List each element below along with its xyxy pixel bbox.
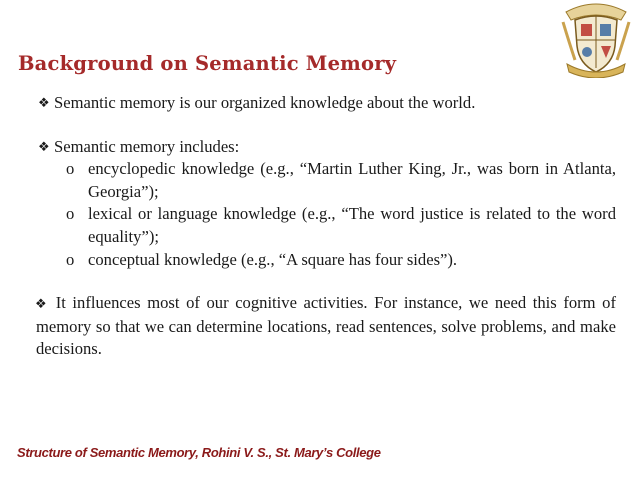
- bullet-paragraph: [36, 292, 616, 361]
- circle-bullet-icon: o: [66, 159, 75, 179]
- bullet-point: [39, 136, 616, 159]
- circle-bullet-icon: o: [66, 249, 75, 269]
- circle-bullet-icon: o: [66, 204, 75, 224]
- sub-list-item: [66, 249, 616, 272]
- diamond-bullet-icon: ❖: [38, 138, 50, 154]
- bullet-point: [39, 92, 616, 115]
- slide-footer: Structure of Semantic Memory, Rohini V. S., St. Mary’s College: [17, 445, 381, 460]
- sub-item-text: conceptual knowledge (e.g., “A square has four sides”).: [88, 249, 458, 269]
- bullet-text: Semantic memory is our organized knowledge about the world.: [54, 93, 476, 112]
- bullet-text: Semantic memory includes:: [54, 136, 240, 156]
- college-crest-logo: [561, 2, 631, 78]
- slide-content: [35, 92, 617, 361]
- diamond-bullet-icon: ❖: [35, 296, 50, 312]
- diamond-bullet-icon: ❖: [38, 95, 50, 110]
- sub-item-text: lexical or language knowledge (e.g., “The word justice is related to the word equality”);: [88, 204, 616, 246]
- bullet-text: It influences most of our cognitive activities. For instance, we need this form of memory so that we can determine locations, read sentences, solve problems, and make decisions.: [36, 293, 617, 359]
- sub-item-text: encyclopedic knowledge (e.g., “Martin Luther King, Jr., was born in Atlanta, Georgia”);: [88, 159, 616, 201]
- sub-list-item: [66, 158, 616, 203]
- slide-title: Background on Semantic Memory: [18, 52, 397, 75]
- sub-list-item: [66, 203, 616, 248]
